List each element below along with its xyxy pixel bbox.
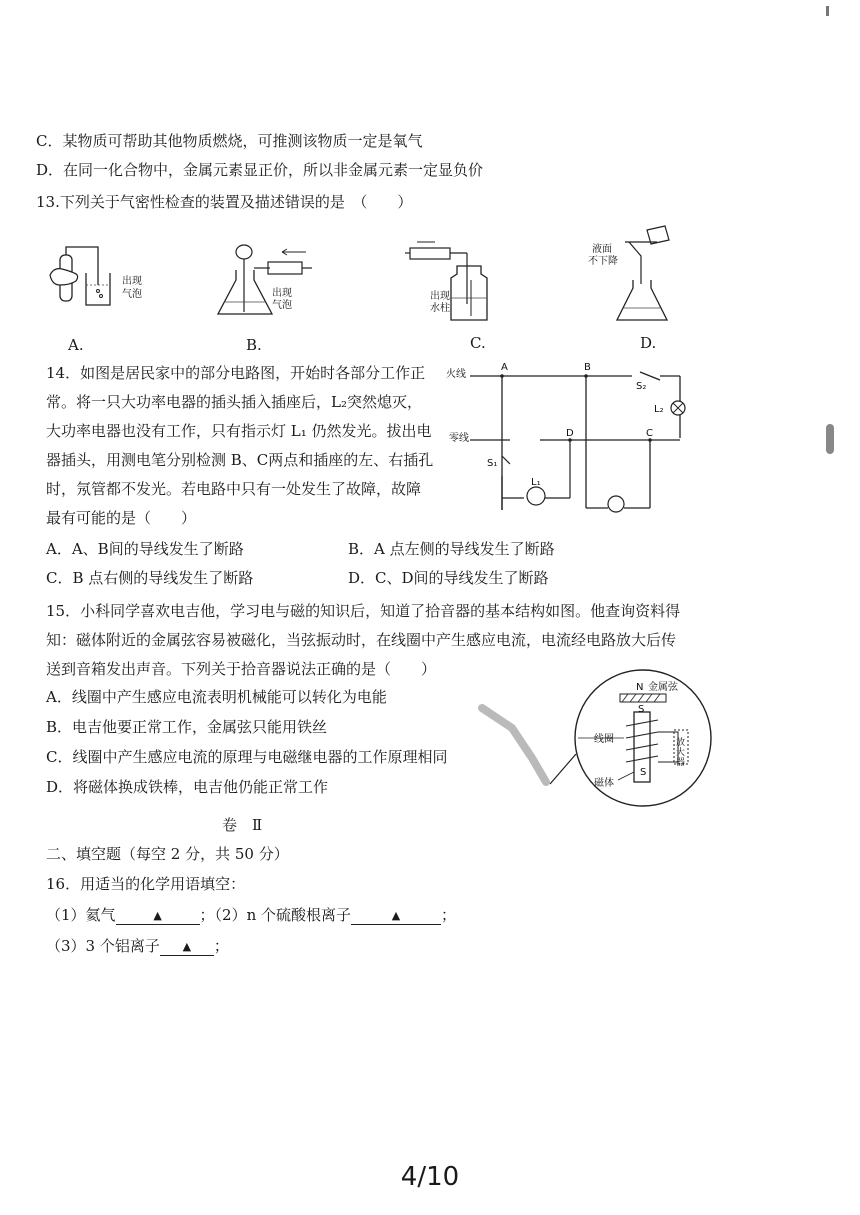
- q13-option-a: A.: [68, 336, 84, 354]
- q15-option-a: A．线圈中产生感应电流表明机械能可以转化为电能: [46, 688, 387, 706]
- q13-figure-c: [405, 240, 500, 325]
- circuit-switch-s1: S₁: [487, 458, 498, 469]
- section-2-title: 卷 Ⅱ: [222, 816, 263, 834]
- pickup-n-pole: N: [636, 682, 644, 693]
- q14-line-3: 大功率电器也没有工作，只有指示灯 L₁ 仍然发光。拔出电: [46, 422, 432, 440]
- circuit-point-c: C: [646, 428, 653, 439]
- pickup-amplifier-label: 放大器: [676, 738, 686, 768]
- q14-line-6: 最有可能的是（ ）: [46, 509, 197, 527]
- page-number: 4/10: [400, 1162, 460, 1192]
- q13-option-d: D.: [640, 334, 657, 352]
- q13-d-label-1: 液面: [592, 244, 612, 255]
- circuit-lamp-l1: L₁: [531, 477, 541, 488]
- q16-part-2-label: ；（2）n 个硫酸根离子: [199, 906, 352, 924]
- q16-part-3-end: ；: [213, 937, 229, 955]
- q13-a-label-2: 气泡: [122, 289, 142, 300]
- circuit-point-a: A: [501, 362, 508, 373]
- circuit-switch-s2: S₂: [636, 381, 647, 392]
- pickup-metal-string-label: 金属弦: [648, 682, 678, 693]
- pickup-coil-label: 线圈: [594, 734, 614, 745]
- q13-figure-d: [605, 226, 680, 326]
- q16-blank-1[interactable]: ▲: [116, 908, 200, 925]
- circuit-point-d: D: [566, 428, 574, 439]
- q16-blank-2[interactable]: ▲: [351, 908, 441, 925]
- q13-a-label-1: 出现: [122, 276, 142, 287]
- q15-line-1: 15．小科同学喜欢电吉他，学习电与磁的知识后，知道了拾音器的基本结构如图。他查询资料得: [46, 602, 681, 620]
- q14-line-2: 常。将一只大功率电器的插头插入插座后，L₂突然熄灭，: [46, 393, 422, 411]
- q14-option-d: D．C、D间的导线发生了断路: [348, 569, 549, 587]
- q13-figure-a: [40, 245, 130, 315]
- q14-option-c: C．B 点右侧的导线发生了断路: [46, 569, 254, 587]
- pickup-magnet-label: 磁体: [594, 778, 614, 789]
- q13-option-c: C.: [470, 334, 486, 352]
- q13-b-label-2: 气泡: [272, 300, 292, 311]
- q16-stem: 16．用适当的化学用语填空：: [46, 875, 246, 893]
- circuit-live-wire-label: 火线: [446, 369, 466, 380]
- q15-option-c: C．线圈中产生感应电流的原理与电磁继电器的工作原理相同: [46, 748, 448, 766]
- q13-c-label-1: 出现: [430, 291, 450, 302]
- q15-option-d: D．将磁体换成铁棒，电吉他仍能正常工作: [46, 778, 329, 796]
- prev-option-c: C．某物质可帮助其他物质燃烧，可推测该物质一定是氧气: [36, 132, 423, 150]
- circuit-lamp-l2: L₂: [654, 404, 664, 415]
- q13-b-label-1: 出现: [272, 288, 292, 299]
- pickup-s-pole-bottom: S: [640, 767, 647, 778]
- q16-part-3-label: （3）3 个铝离子: [46, 937, 160, 955]
- q15-line-3: 送到音箱发出声音。下列关于拾音器说法正确的是（ ）: [46, 660, 437, 678]
- q13-figure-b: [210, 240, 320, 320]
- q14-line-1: 14．如图是居民家中的部分电路图，开始时各部分工作正: [46, 364, 426, 382]
- q16-row-1: [46, 905, 456, 925]
- q16-part-2-end: ；: [441, 906, 457, 924]
- q13-stem: 13.下列关于气密性检查的装置及描述错误的是 （ ）: [36, 193, 413, 211]
- scan-speck-top-right: [826, 6, 829, 16]
- section-2-heading: 二、填空题（每空 2 分，共 50 分）: [46, 845, 289, 863]
- q14-line-4: 器插头，用测电笔分别检测 B、C两点和插座的左、右插孔: [46, 451, 434, 469]
- q14-option-b: B．A 点左侧的导线发生了断路: [348, 540, 555, 558]
- q16-part-1-label: （1）氦气: [46, 906, 116, 924]
- scan-speck-right-edge: [826, 424, 834, 454]
- prev-option-d: D．在同一化合物中，金属元素显正价，所以非金属元素一定显负价: [36, 161, 484, 179]
- q15-line-2: 知：磁体附近的金属弦容易被磁化，当弦振动时，在线圈中产生感应电流，电流经电路放大后传: [46, 631, 677, 649]
- circuit-neutral-wire-label: 零线: [449, 433, 469, 444]
- q13-d-label-2: 不下降: [588, 256, 618, 267]
- q13-c-label-2: 水柱: [430, 303, 450, 314]
- circuit-point-b: B: [584, 362, 591, 373]
- q16-blank-3[interactable]: ▲: [160, 939, 214, 956]
- pickup-s-pole-top: S: [638, 704, 645, 715]
- q15-option-b: B．电吉他要正常工作，金属弦只能用铁丝: [46, 718, 328, 736]
- q13-option-b: B.: [246, 336, 262, 354]
- q14-option-a: A．A、B间的导线发生了断路: [46, 540, 244, 558]
- q16-row-2: [46, 936, 229, 956]
- q14-line-5: 时，氖管都不发光。若电路中只有一处发生了故障，故障: [46, 480, 422, 498]
